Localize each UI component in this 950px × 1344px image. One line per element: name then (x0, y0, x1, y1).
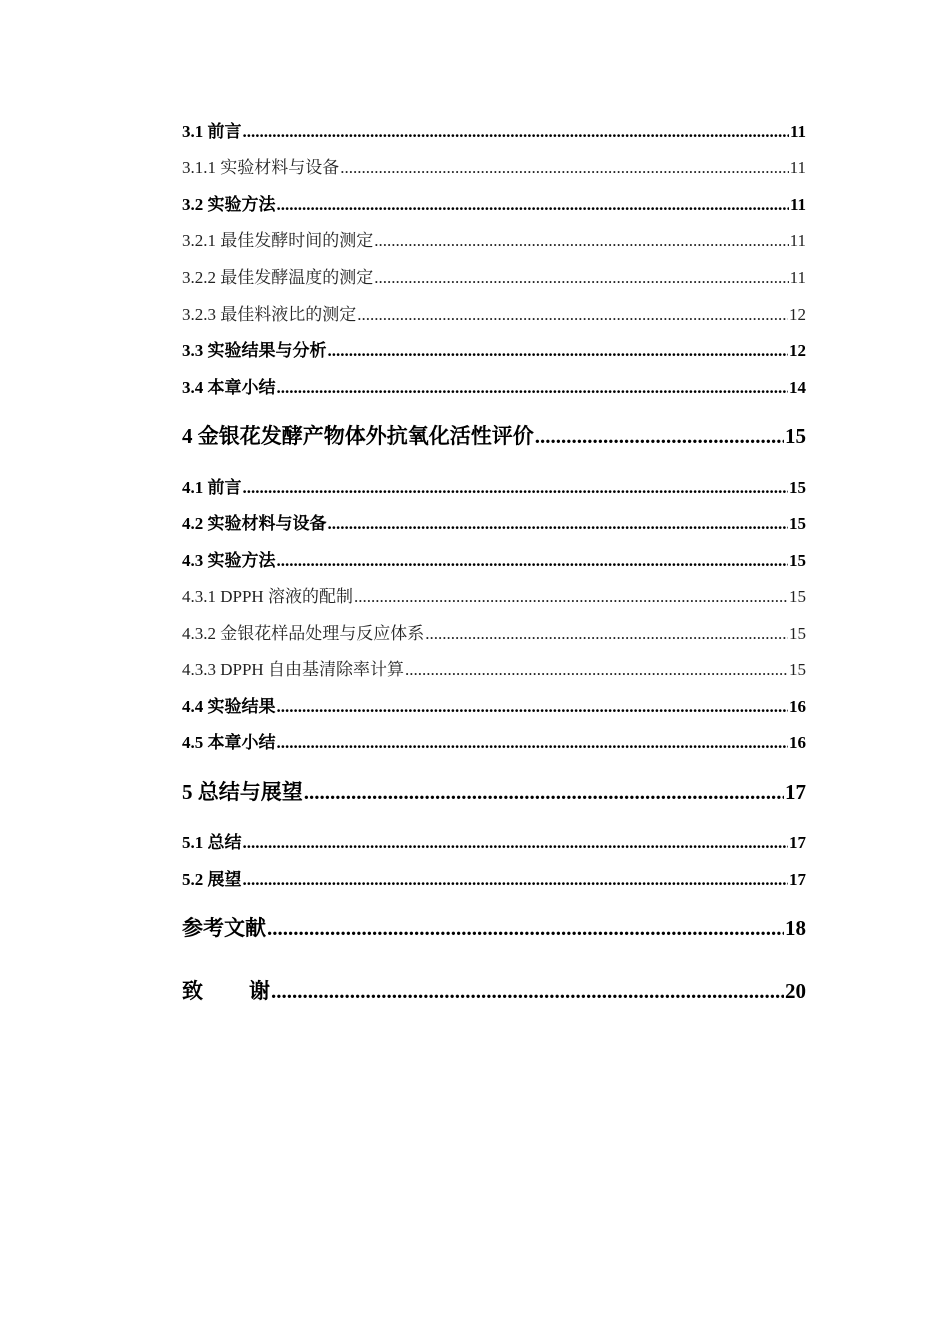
toc-entry-5-1[interactable] (182, 828, 806, 853)
toc-entry-title: 4.4 实验结果 (182, 697, 276, 716)
toc-page-number: 15 (785, 424, 806, 448)
toc-entry-title: 4.1 前言 (182, 478, 242, 497)
toc-page-number: 17 (785, 780, 806, 804)
toc-page-number: 15 (789, 478, 806, 497)
toc-entry-3-4[interactable] (182, 373, 806, 398)
toc-entry-4-3-3[interactable] (182, 655, 806, 680)
toc-entry-title: 4 金银花发酵产物体外抗氧化活性评价 (182, 424, 534, 448)
toc-dot-leader (354, 587, 788, 607)
toc-dot-leader (340, 158, 788, 178)
toc-entry-acknowledgements[interactable] (182, 975, 806, 1005)
toc-page-number: 12 (789, 305, 806, 324)
toc-dot-leader (243, 122, 789, 142)
toc-page-number: 11 (789, 268, 806, 287)
toc-dot-leader (328, 514, 789, 534)
toc-dot-leader (271, 979, 784, 1004)
toc-entry-title: 5 总结与展望 (182, 780, 303, 804)
toc-dot-leader (277, 733, 789, 753)
toc-entry-title: 参考文献 (182, 916, 266, 940)
toc-dot-leader (243, 833, 789, 853)
toc-dot-leader (243, 870, 789, 890)
toc-entry-4-1[interactable] (182, 473, 806, 498)
toc-page-number: 16 (789, 733, 806, 752)
toc-entry-3-2-2[interactable] (182, 263, 806, 288)
toc-page-number: 16 (789, 697, 806, 716)
toc-entry-title: 3.4 本章小结 (182, 378, 276, 397)
toc-dot-leader (277, 378, 789, 398)
toc-entry-title: 4.5 本章小结 (182, 733, 276, 752)
toc-entry-title: 3.2.1 最佳发酵时间的测定 (182, 231, 374, 250)
toc-entry-3-1-1[interactable] (182, 153, 806, 178)
toc-page-number: 15 (789, 551, 806, 570)
toc-dot-leader (374, 231, 788, 251)
toc-dot-leader (425, 624, 788, 644)
toc-dot-leader (374, 268, 788, 288)
toc-entry-4-3[interactable] (182, 546, 806, 571)
toc-page-number: 11 (789, 122, 806, 141)
toc-entry-title: 3.2.3 最佳料液比的测定 (182, 305, 357, 324)
toc-entry-chapter-4[interactable] (182, 420, 806, 450)
toc-entry-title: 3.1 前言 (182, 122, 242, 141)
toc-entry-title: 5.2 展望 (182, 870, 242, 889)
toc-entry-4-2[interactable] (182, 509, 806, 534)
toc-dot-leader (277, 697, 789, 717)
toc-page-number: 20 (785, 979, 806, 1003)
toc-page-number: 15 (789, 660, 806, 679)
toc-entry-references[interactable] (182, 912, 806, 942)
toc-page-number: 11 (789, 231, 806, 250)
toc-entry-4-4[interactable] (182, 692, 806, 717)
toc-page-number: 18 (785, 916, 806, 940)
toc-dot-leader (405, 660, 788, 680)
toc-entry-title: 5.1 总结 (182, 833, 242, 852)
toc-dot-leader (267, 916, 784, 941)
toc-entry-3-3[interactable] (182, 336, 806, 361)
toc-dot-leader (357, 305, 788, 325)
toc-page-number: 14 (789, 378, 806, 397)
toc-entry-title: 3.3 实验结果与分析 (182, 341, 327, 360)
toc-entry-title: 3.1.1 实验材料与设备 (182, 158, 340, 177)
toc-entry-3-2[interactable] (182, 190, 806, 215)
toc-entry-title: 3.2 实验方法 (182, 195, 276, 214)
toc-entry-4-3-1[interactable] (182, 582, 806, 607)
toc-dot-leader (277, 551, 789, 571)
toc-entry-title: 致谢 (182, 979, 270, 1003)
toc-page-number: 11 (789, 195, 806, 214)
toc-entry-3-2-3[interactable] (182, 300, 806, 325)
toc-entry-4-5[interactable] (182, 728, 806, 753)
toc-page-number: 15 (789, 514, 806, 533)
toc-entry-title: 3.2.2 最佳发酵温度的测定 (182, 268, 374, 287)
toc-page-number: 17 (789, 833, 806, 852)
toc-entry-title: 4.3.2 金银花样品处理与反应体系 (182, 624, 425, 643)
toc-entry-3-1[interactable] (182, 117, 806, 142)
toc-entry-title: 4.3 实验方法 (182, 551, 276, 570)
toc-entry-title: 4.2 实验材料与设备 (182, 514, 327, 533)
toc-page-number: 12 (789, 341, 806, 360)
toc-page-number: 15 (789, 624, 806, 643)
toc-entry-title: 4.3.3 DPPH 自由基清除率计算 (182, 660, 404, 679)
toc-dot-leader (304, 780, 784, 805)
toc-entry-3-2-1[interactable] (182, 226, 806, 251)
toc-dot-leader (328, 341, 789, 361)
toc-dot-leader (535, 424, 784, 449)
toc-page-number: 15 (789, 587, 806, 606)
toc-page-number: 17 (789, 870, 806, 889)
toc-dot-leader (243, 478, 789, 498)
toc-page-number: 11 (789, 158, 806, 177)
toc-entry-chapter-5[interactable] (182, 776, 806, 806)
toc-entry-5-2[interactable] (182, 865, 806, 890)
toc-dot-leader (277, 195, 789, 215)
toc-entry-title: 4.3.1 DPPH 溶液的配制 (182, 587, 353, 606)
toc-entry-4-3-2[interactable] (182, 619, 806, 644)
